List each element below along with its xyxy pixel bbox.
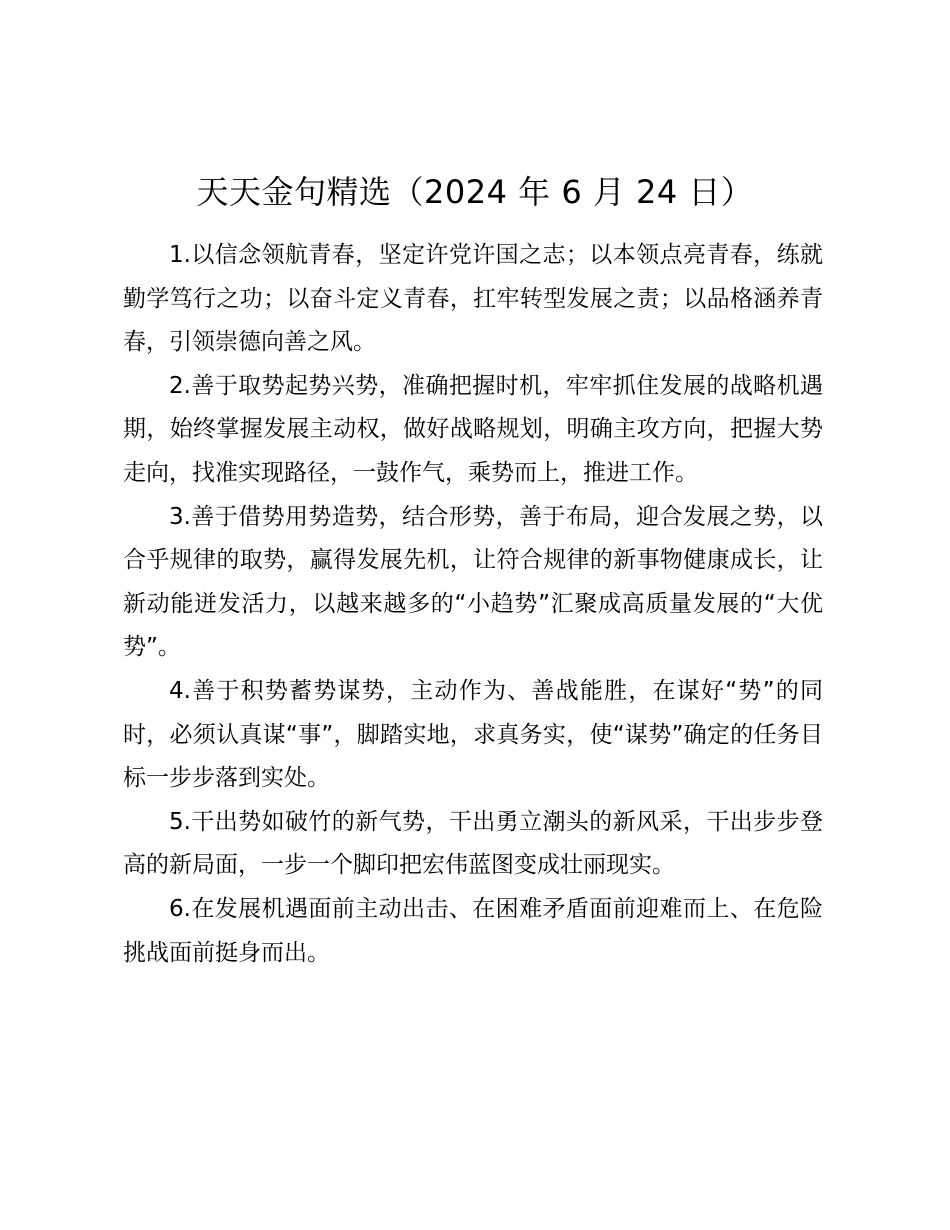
paragraph-3: 3.善于借势用势造势，结合形势，善于布局，迎合发展之势，以合乎规律的取势，赢得发展先机，让符合规律的新事物健康成长，让新动能迸发活力，以越来越多的“小趋势”汇聚成高质量发展的“大优势”。 (123, 503, 823, 661)
paragraph-5: 5.干出势如破竹的新气势，干出勇立潮头的新风采，干出步步登高的新局面，一步一个脚印把宏伟蓝图变成壮丽现实。 (123, 808, 823, 879)
paragraph-4: 4.善于积势蓄势谋势，主动作为、善战能胜，在谋好“势”的同时，必须认真谋“事”，脚踏实地，求真务实，使“谋势”确定的任务目标一步步落到实处。 (123, 677, 823, 792)
document-body (123, 234, 823, 975)
document-title: 天天金句精选（2024 年 6 月 24 日） (196, 173, 754, 211)
paragraph-1: 1.以信念领航青春，坚定许党许国之志；以本领点亮青春，练就勤学笃行之功；以奋斗定义青春，扛牢转型发展之责；以品格涵养青春，引领崇德向善之风。 (123, 242, 823, 356)
paragraph-2: 2.善于取势起势兴势，准确把握时机，牢牢抓住发展的战略机遇期，始终掌握发展主动权，做好战略规划，明确主攻方向，把握大势走向，找准实现路径，一鼓作气，乘势而上，推进工作。 (123, 372, 823, 486)
paragraph-6: 6.在发展机遇面前主动出击、在困难矛盾面前迎难而上、在危险挑战面前挺身而出。 (123, 895, 823, 966)
